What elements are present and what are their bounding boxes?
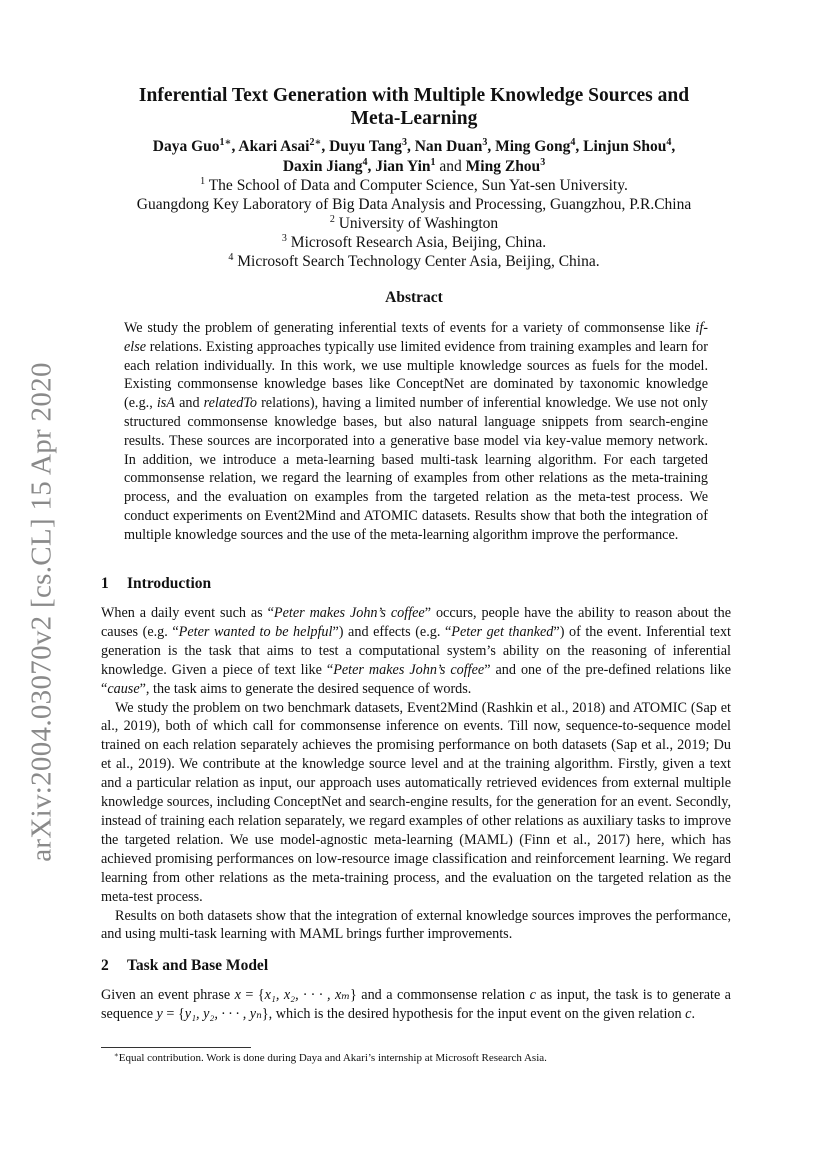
introduction-body	[101, 604, 731, 944]
author-line-2: Daxin Jiang$^4$, Jian Yin$^1$ and Ming Zhou$^3$	[282, 157, 546, 175]
paragraph	[101, 604, 731, 699]
footnote-rule	[101, 1047, 251, 1048]
aff-text: The School of Data and Computer Science, Sun Yat-sen University.	[208, 177, 628, 194]
text-em: if-else	[124, 320, 708, 355]
author-sup: 4	[666, 137, 672, 148]
paragraph: Results on both datasets show that the integration of external knowledge sources improves the performance, and using multi-task learning with MAML brings further improvements.	[101, 907, 731, 943]
author-sup: 4	[570, 137, 576, 148]
author-sup: 3	[401, 137, 407, 148]
text-run: Given an event phrase	[101, 987, 235, 1003]
author-sup: 4	[362, 157, 368, 168]
text-run: ” and one of the pre-defined relations like “	[101, 661, 731, 697]
text-run: as input, the task is to generate a sequence	[101, 987, 731, 1022]
aff-sup: 1	[200, 176, 206, 187]
author-line-1: Daya Guo$^{1∗}$, Akari Asai$^{2∗}$, Duyu Tang$^3$, Nan Duan$^3$, Ming Gong$^4$, Linjun Shou$^4$,	[152, 137, 676, 155]
paper-title	[0, 84, 828, 130]
affiliation-4	[0, 252, 828, 271]
math-var: x	[234, 987, 241, 1003]
aff-sup: 4	[228, 252, 234, 263]
author-sup: 3	[482, 137, 488, 148]
footnote	[114, 1051, 547, 1065]
text-run: relations), having a limited number of inferential knowledge. We use not only structured commonsense knowledge bases, but also natural language snippets from search-engine results. These sources are incorporated into a generative base model via key-value memory network. In addition, we introduce a meta-learning based multi-task learning algorithm. For each targeted commonsense relation, we regard the learning of examples from other relations as the meta-training process, and the evaluation on examples from the targeted relation as the meta-test process. We conduct experiments on Event2Mind and ATOMIC datasets. Results show that both the integration of multiple knowledge sources and the use of the meta-learning algorithm improve the performance.	[124, 395, 708, 543]
aff-text: Microsoft Search Technology Center Asia, Beijing, China.	[237, 253, 600, 270]
section-title: Introduction	[127, 575, 212, 592]
section-heading-introduction	[101, 575, 211, 593]
author-sup: 1	[430, 157, 436, 168]
author-name: Ming Zhou	[465, 158, 541, 175]
text-run: and	[174, 395, 204, 412]
affiliation-2	[0, 214, 828, 233]
text-run: ”) of the event. Inferential text generation is the task that aims to test a computational system’s ability on the reasoning of inferential knowledge. Given a piece of text like “	[101, 623, 732, 678]
author-name: Duyu Tang	[329, 138, 402, 155]
arxiv-stamp-text: arXiv:2004.03070v2 [cs.CL] 15 Apr 2020	[25, 362, 58, 862]
author-name: Jian Yin	[375, 158, 431, 175]
author-sup: 3	[540, 157, 546, 168]
title-line-1: Inferential Text Generation with Multiple Knowledge Sources and	[138, 85, 690, 106]
footnote-mark: ∗	[114, 1051, 119, 1059]
text-em: Peter makes John’s coffee	[273, 605, 425, 621]
math-var: y	[156, 1005, 163, 1022]
aff-text: Microsoft Research Asia, Beijing, China.	[290, 234, 547, 251]
author-list	[0, 137, 828, 177]
text-run: ”) and effects (e.g. “	[332, 623, 452, 640]
author-name: Nan Duan	[414, 138, 483, 155]
text-em: cause	[107, 680, 140, 697]
footnote-text: Equal contribution. Work is done during Daya and Akari’s internship at Microsoft Research Asia.	[118, 1052, 547, 1064]
math-set: y₁, y₂, · · · , yₙ	[184, 1005, 262, 1022]
text-em: Peter makes John’s coffee	[333, 661, 485, 678]
math-op: = {	[162, 1005, 185, 1022]
author-name: Akari Asai	[238, 138, 310, 155]
affiliation-1	[0, 176, 828, 195]
section-number: 1	[101, 575, 109, 592]
author-sup: 2∗	[309, 137, 322, 148]
task-body	[101, 986, 731, 1024]
math-var: c	[685, 1005, 692, 1022]
text-run: We study the problem of generating inferential texts of events for a variety of commonsense like	[124, 320, 696, 336]
text-run: ” occurs, people have the ability to reason about the causes (e.g. “	[101, 605, 731, 640]
author-and: and	[439, 158, 462, 175]
author-name: Linjun Shou	[583, 138, 667, 155]
affiliations	[0, 176, 828, 271]
text-run: } and a commonsense relation	[350, 987, 530, 1003]
text-em: relatedTo	[203, 395, 257, 412]
aff-sup: 2	[329, 214, 335, 225]
author-name: Ming Gong	[495, 138, 571, 155]
text-em: Peter wanted to be helpful	[178, 623, 333, 640]
math-var: x	[264, 987, 271, 1003]
author-sup: 1∗	[219, 137, 232, 148]
aff-text: Guangdong Key Laboratory of Big Data Analysis and Processing, Guangzhou, P.R.China	[136, 196, 692, 213]
section-title: Task and Base Model	[127, 957, 269, 974]
section-number: 2	[101, 957, 109, 974]
abstract-body	[124, 319, 708, 545]
text-run: relations. Existing approaches typically use limited evidence from training examples and learn for each relation individually. In this work, we use multiple knowledge sources as fuels for the model. Existing commonsense knowledge bases like ConceptNet are dominated by taxonomic knowledge (e.g.,	[124, 338, 708, 412]
math-var: c	[529, 987, 536, 1003]
author-name: Daxin Jiang	[282, 158, 363, 175]
text-run: }, which is the desired hypothesis for the input event on the given relation	[261, 1005, 686, 1022]
text-run: When a daily event such as “	[101, 605, 274, 621]
section-heading-task	[101, 957, 268, 975]
text-em: isA	[156, 395, 175, 412]
aff-sup: 3	[281, 233, 287, 244]
aff-text: University of Washington	[338, 215, 499, 232]
author-name: Daya Guo	[152, 138, 220, 155]
paragraph	[101, 986, 731, 1024]
affiliation-3	[0, 233, 828, 252]
math-set: ₁, x₂, · · · , xₘ	[270, 987, 351, 1003]
text-run: ”, the task aims to generate the desired sequence of words.	[139, 680, 472, 697]
abstract-heading: Abstract	[385, 289, 443, 306]
arxiv-stamp	[22, 362, 62, 862]
text-run: .	[691, 1005, 695, 1022]
paragraph: We study the problem on two benchmark datasets, Event2Mind (Rashkin et al., 2018) and ATOMIC (Sap et al., 2019), both of which call for commonsense inference on events. Till now, sequence-to-sequence model trained on each relation separately achieves the promising performance on both datasets (Sap et al., 2019; Du et al., 2019). We contribute at the knowledge source level and at the training algorithm. Firstly, given a text and a particular relation as input, our approach uses automatically retrieved evidences from external multiple knowledge sources, including ConceptNet and search-engine results, for the generation for an event. Secondly, instead of training each relation separately, we regard examples of other relations as auxiliary tasks to improve the targeted relation. We use model-agnostic meta-learning (MAML) (Finn et al., 2017) here, which has achieved promising performances on low-resource image classification and reinforcement learning. We regard learning from other relations as the meta-training process, and the evaluation on the targeted relation as the meta-test process.	[101, 699, 731, 905]
math-op: = {	[240, 987, 265, 1003]
text-em: Peter get thanked	[451, 623, 554, 640]
affiliation-1b	[0, 195, 828, 214]
title-line-2: Meta-Learning	[350, 108, 478, 129]
